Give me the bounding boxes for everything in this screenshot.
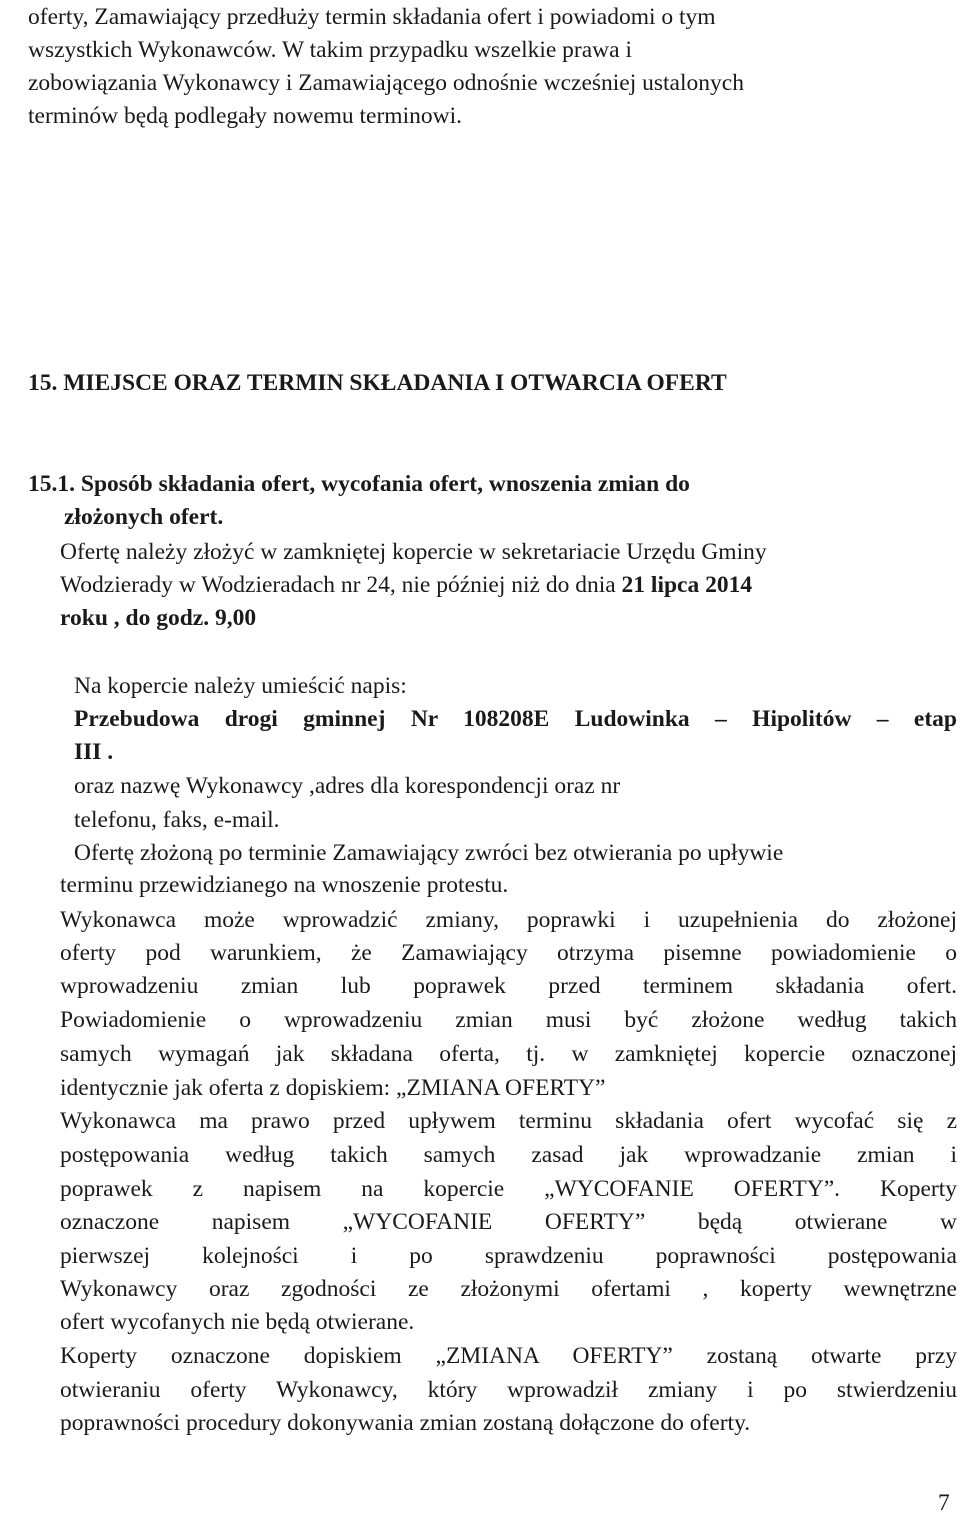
- deadline-time: 9,00: [214, 605, 257, 631]
- intro-line-2: wszystkich Wykonawców. W takim przypadku wszelkie prawa i: [28, 37, 632, 63]
- deadline-date: 21 lipca 2014: [621, 572, 753, 598]
- submission-text: Wodzierady w Wodzieradach nr 24, nie później niż do dnia: [60, 572, 622, 598]
- changes-line-1: Wykonawca może wprowadzić zmiany, poprawki i uzupełnienia do złożonej: [60, 907, 957, 933]
- changes-line-6: identycznie jak oferta z dopiskiem: „ZMIANA OFERTY”: [60, 1075, 606, 1101]
- submission-line-1: Ofertę należy złożyć w zamkniętej kopercie w sekretariacie Urzędu Gminy: [60, 539, 767, 565]
- intro-line-4: terminów będą podlegały nowemu terminowi.: [28, 103, 462, 129]
- changes-line-3: wprowadzeniu zmian lub poprawek przed terminem składania ofert.: [60, 973, 957, 999]
- withdrawal-line-5: pierwszej kolejności i po sprawdzeniu poprawności postępowania: [60, 1243, 957, 1269]
- late-line-2: terminu przewidzianego na wnoszenie protestu.: [60, 872, 509, 898]
- late-line-1: Ofertę złożoną po terminie Zamawiający zwróci bez otwierania po upływie: [74, 840, 784, 866]
- envelope-title-line-1: Przebudowa drogi gminnej Nr 108208E Ludowinka – Hipolitów – etap: [74, 706, 957, 732]
- opening-line-3: poprawności procedury dokonywania zmian zostaną dołączone do oferty.: [60, 1410, 751, 1436]
- opening-line-1: Koperty oznaczone dopiskiem „ZMIANA OFERTY” zostaną otwarte przy: [60, 1343, 957, 1369]
- withdrawal-line-6: Wykonawcy oraz zgodności ze złożonymi ofertami , koperty wewnętrzne: [60, 1276, 957, 1302]
- changes-line-4: Powiadomienie o wprowadzeniu zmian musi być złożone według takich: [60, 1007, 957, 1033]
- submission-line-3: [60, 603, 256, 633]
- withdrawal-line-3: poprawek z napisem na kopercie „WYCOFANIE OFERTY”. Koperty: [60, 1176, 957, 1202]
- withdrawal-line-1: Wykonawca ma prawo przed upływem terminu składania ofert wycofać się z: [60, 1108, 957, 1134]
- page-number: 7: [938, 1490, 950, 1516]
- envelope-title-line-2: III .: [74, 739, 114, 765]
- opening-line-2: otwieraniu oferty Wykonawcy, który wprowadził zmiany i po stwierdzeniu: [60, 1377, 957, 1403]
- section-heading: 15. MIEJSCE ORAZ TERMIN SKŁADANIA I OTWARCIA OFERT: [28, 370, 727, 396]
- submission-line-2: [60, 570, 752, 600]
- deadline-year-suffix: roku: [60, 605, 108, 631]
- envelope-extra-line-1: oraz nazwę Wykonawcy ,adres dla korespondencji oraz nr: [74, 773, 621, 799]
- changes-line-5: samych wymagań jak składana oferta, tj. w zamkniętej kopercie oznaczonej: [60, 1041, 957, 1067]
- envelope-label: Na kopercie należy umieścić napis:: [74, 673, 407, 699]
- envelope-extra-line-2: telefonu, faks, e-mail.: [74, 807, 280, 833]
- subsection-heading-line-2: złożonych ofert.: [64, 504, 224, 530]
- withdrawal-line-2: postępowania według takich samych zasad jak wprowadzanie zmian i: [60, 1142, 957, 1168]
- changes-line-2: oferty pod warunkiem, że Zamawiający otrzyma pisemne powiadomienie o: [60, 940, 957, 966]
- subsection-heading-line-1: 15.1. Sposób składania ofert, wycofania ofert, wnoszenia zmian do: [28, 471, 690, 497]
- intro-line-1: oferty, Zamawiający przedłuży termin składania ofert i powiadomi o tym: [28, 4, 716, 30]
- intro-line-3: zobowiązania Wykonawcy i Zamawiającego odnośnie wcześniej ustalonych: [28, 70, 744, 96]
- withdrawal-line-4: oznaczone napisem „WYCOFANIE OFERTY” będą otwierane w: [60, 1209, 957, 1235]
- withdrawal-line-7: ofert wycofanych nie będą otwierane.: [60, 1309, 415, 1335]
- deadline-hour-label: , do godz.: [107, 605, 215, 631]
